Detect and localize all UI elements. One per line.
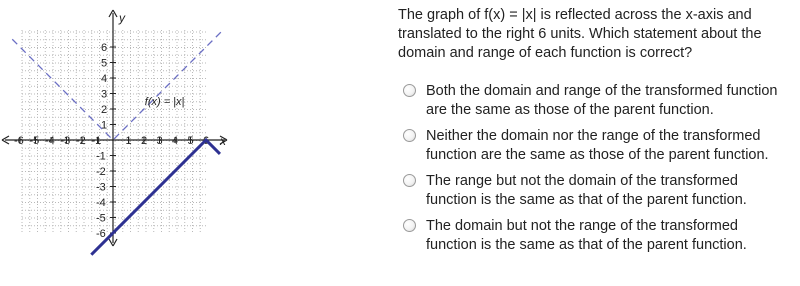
y-tick-label: 4 bbox=[101, 73, 108, 85]
x-tick-label: -4 bbox=[45, 135, 55, 147]
x-axis-label: x bbox=[220, 134, 226, 148]
answer-options bbox=[403, 82, 788, 262]
transformed-function-line bbox=[91, 140, 220, 255]
coordinate-graph bbox=[0, 0, 240, 286]
x-tick-label: 4 bbox=[172, 135, 179, 147]
x-tick-label: -6 bbox=[14, 135, 24, 147]
y-tick-label: -5 bbox=[96, 212, 106, 225]
radio-button-1[interactable] bbox=[403, 84, 416, 97]
x-tick-label: 3 bbox=[156, 135, 163, 147]
x-tick-label: 1 bbox=[125, 135, 132, 147]
y-tick-label: 2 bbox=[101, 104, 108, 116]
x-tick-label: -2 bbox=[76, 135, 86, 147]
y-tick-label: -2 bbox=[96, 166, 106, 178]
y-tick-label: -1 bbox=[96, 150, 106, 163]
answer-option-2-label: Neither the domain nor the range of the transformed function are the same as those of the parent function. bbox=[426, 128, 769, 163]
radio-button-4[interactable] bbox=[403, 219, 416, 232]
y-tick-label: 1 bbox=[101, 119, 108, 132]
question-text: The graph of f(x) = |x| is reflected across the x-axis and translated to the right 6 units. Which statement about the domain and range of each function is correct? bbox=[398, 7, 762, 61]
radio-button-2[interactable] bbox=[403, 129, 416, 142]
y-tick-label: -4 bbox=[96, 197, 106, 209]
answer-option-3-label: The range but not the domain of the transformed function is the same as that of the parent function. bbox=[426, 173, 747, 208]
y-tick-label: 3 bbox=[101, 88, 108, 101]
x-tick-label: 5 bbox=[187, 135, 194, 147]
radio-button-3[interactable] bbox=[403, 174, 416, 187]
y-tick-label: 5 bbox=[101, 57, 108, 70]
x-tick-label: 2 bbox=[141, 135, 148, 147]
x-tick-label: -3 bbox=[60, 135, 71, 147]
answer-option-4-label: The domain but not the range of the transformed function is the same as that of the parent function. bbox=[426, 218, 747, 253]
x-tick-label: -5 bbox=[29, 135, 40, 147]
function-annotation: f(x) = |x| bbox=[144, 96, 185, 109]
answer-option-4[interactable] bbox=[403, 217, 788, 262]
x-tick-label: -1 bbox=[91, 135, 102, 147]
y-tick-label: 6 bbox=[101, 42, 108, 54]
graph-svg bbox=[0, 0, 240, 286]
x-tick-label: 6 bbox=[203, 135, 210, 147]
y-axis-label: y bbox=[119, 11, 125, 25]
y-tick-label: -6 bbox=[96, 228, 106, 240]
y-tick-label: -3 bbox=[96, 181, 106, 194]
answer-option-1-label: Both the domain and range of the transformed function are the same as those of the parent function. bbox=[426, 83, 778, 118]
answer-option-1[interactable] bbox=[403, 82, 788, 127]
answer-option-2[interactable] bbox=[403, 127, 788, 172]
answer-option-3[interactable] bbox=[403, 172, 788, 217]
